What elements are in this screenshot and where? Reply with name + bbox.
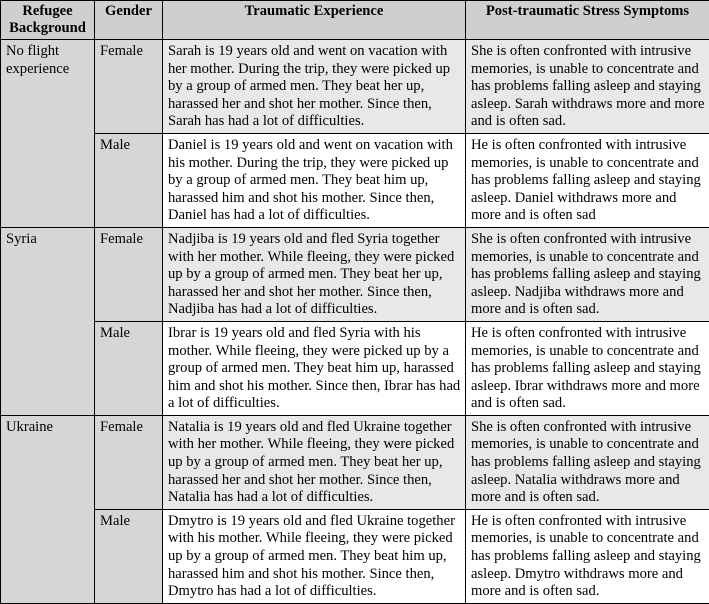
table-row (1, 321, 709, 415)
table-row (1, 133, 709, 227)
header-traumatic-experience: Traumatic Experience (163, 1, 466, 40)
table-row (1, 227, 709, 321)
table-header (1, 1, 709, 40)
experience-cell: Dmytro is 19 years old and fled Ukraine together with his mother. While fleeing, they were picked up by a group of armed men. They beat him up, harassed him and shot his mother. Since then, Dmytro has had a lot of difficulties. (163, 509, 466, 603)
gender-cell: Male (95, 133, 163, 227)
header-refugee-background: Refugee Background (1, 1, 95, 40)
header-row (1, 1, 709, 40)
experience-cell: Daniel is 19 years old and went on vacation with his mother. During the trip, they were picked up by a group of armed men. They beat him up, harassed him and shot his mother. Since then, Daniel has had a lot of difficulties. (163, 133, 466, 227)
table-row (1, 415, 709, 509)
table-row (1, 509, 709, 603)
experience-cell: Ibrar is 19 years old and fled Syria with his mother. While fleeing, they were picked up by a group of armed men. They beat him up, harassed him and shot his mother. Since then, Ibrar has had a lot of difficulties. (163, 321, 466, 415)
background-cell: Syria (1, 227, 95, 415)
header-gender: Gender (95, 1, 163, 40)
gender-cell: Female (95, 415, 163, 509)
background-cell: Ukraine (1, 415, 95, 603)
symptoms-cell: He is often confronted with intrusive memories, is unable to concentrate and has problems falling asleep and staying asleep. Dmytro withdraws more and more and is often sad. (466, 509, 709, 603)
symptoms-cell: He is often confronted with intrusive memories, is unable to concentrate and has problems falling asleep and staying asleep. Daniel withdraws more and more and is often sad (466, 133, 709, 227)
table-row (1, 40, 709, 134)
header-ptsd-symptoms: Post-traumatic Stress Symptoms (466, 1, 709, 40)
gender-cell: Female (95, 40, 163, 134)
symptoms-cell: She is often confronted with intrusive memories, is unable to concentrate and has problems falling asleep and staying asleep. Natalia withdraws more and more and is often sad. (466, 415, 709, 509)
experience-cell: Sarah is 19 years old and went on vacation with her mother. During the trip, they were picked up by a group of armed men. They beat her up, harassed her and shot her mother. Since then, Sarah has had a lot of difficulties. (163, 40, 466, 134)
background-cell: No flight experience (1, 40, 95, 228)
symptoms-cell: He is often confronted with intrusive memories, is unable to concentrate and has problems falling asleep and staying asleep. Ibrar withdraws more and more and is often sad. (466, 321, 709, 415)
experience-cell: Nadjiba is 19 years old and fled Syria together with her mother. While fleeing, they were picked up by a group of armed men. They beat her up, harassed her and shot her mother. Since then, Nadjiba has had a lot of difficulties. (163, 227, 466, 321)
gender-cell: Male (95, 321, 163, 415)
symptoms-cell: She is often confronted with intrusive memories, is unable to concentrate and has problems falling asleep and staying asleep. Sarah withdraws more and more and is often sad. (466, 40, 709, 134)
experience-cell: Natalia is 19 years old and fled Ukraine together with her mother. While fleeing, they were picked up by a group of armed men. They beat her up, harassed her and shot her mother. Since then, Natalia has had a lot of difficulties. (163, 415, 466, 509)
symptoms-cell: She is often confronted with intrusive memories, is unable to concentrate and has problems falling asleep and staying asleep. Nadjiba withdraws more and more and is often sad. (466, 227, 709, 321)
table-body (1, 40, 709, 604)
gender-cell: Male (95, 509, 163, 603)
gender-cell: Female (95, 227, 163, 321)
